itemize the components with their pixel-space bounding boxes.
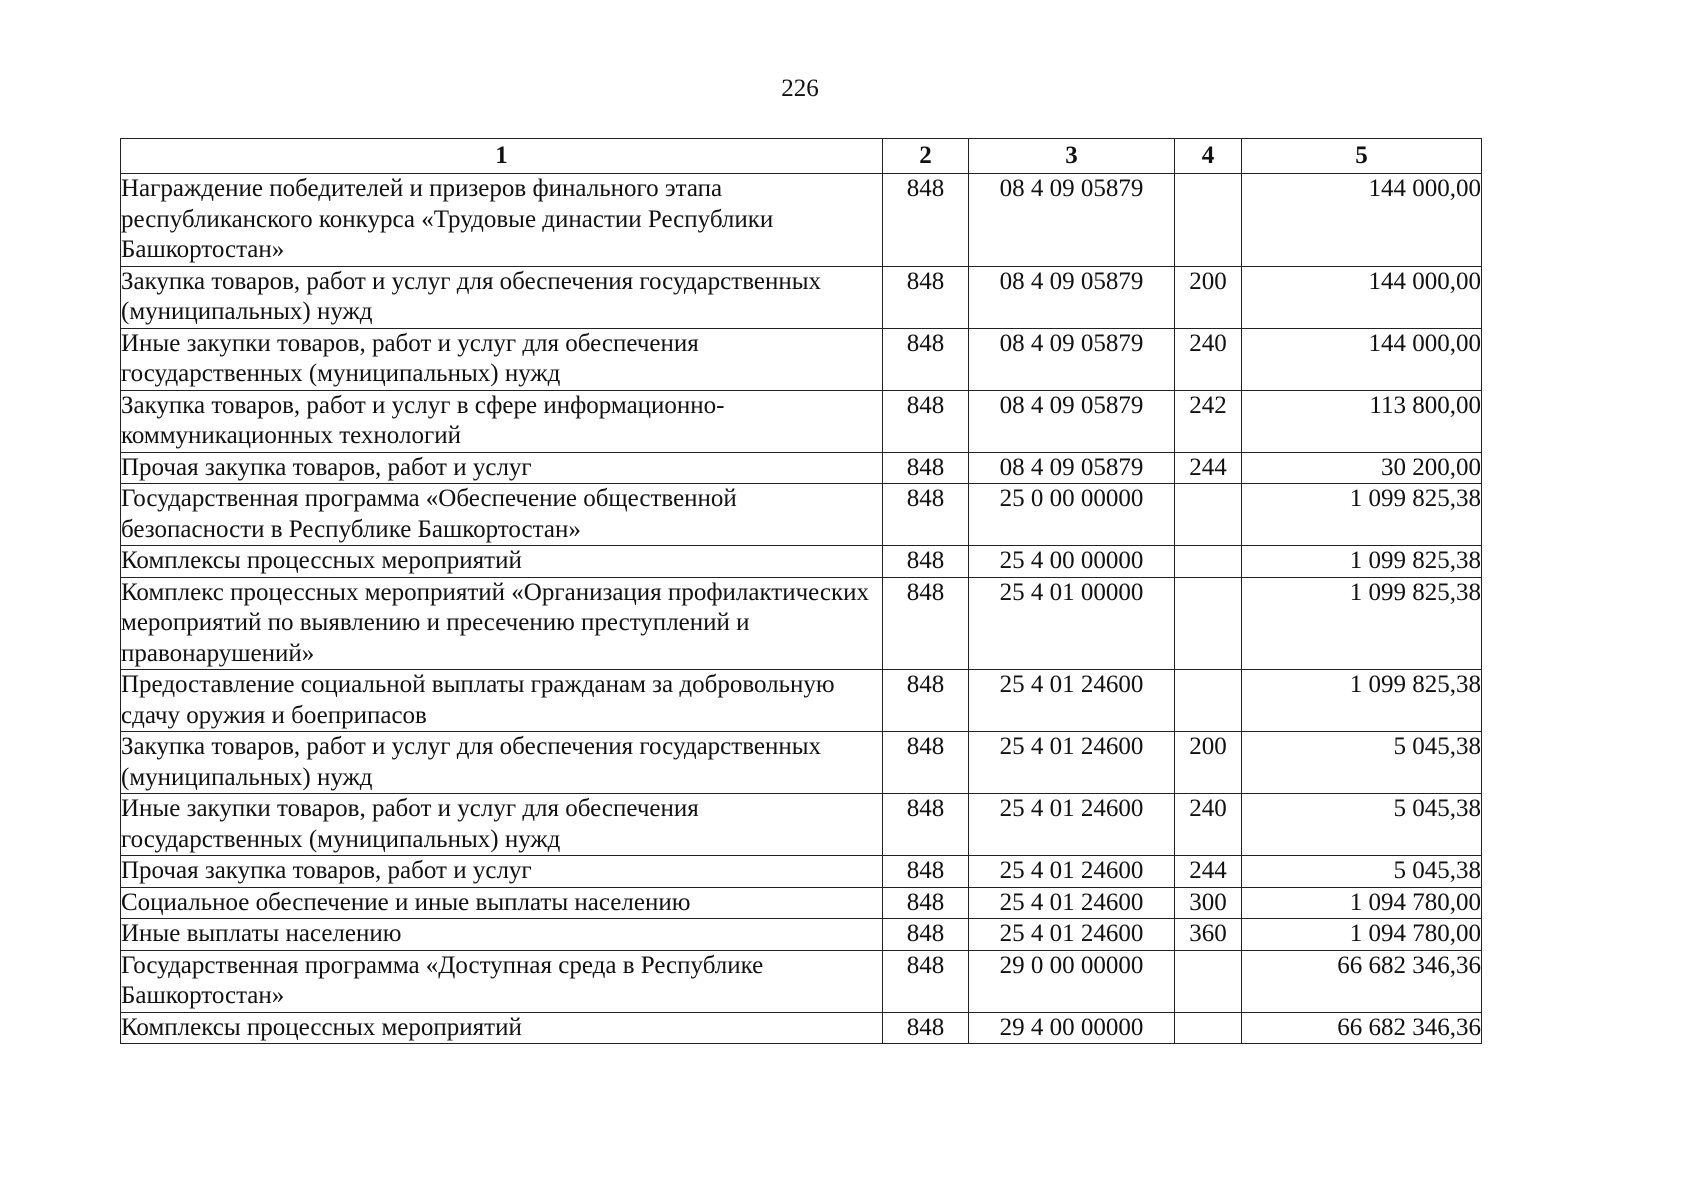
amount-cell: 1 099 825,38 [1242, 546, 1482, 578]
table-body [121, 174, 1482, 1044]
amount-cell: 1 099 825,38 [1242, 670, 1482, 732]
target-article-code-cell: 25 0 00 00000 [969, 484, 1175, 546]
department-code-cell: 848 [883, 266, 969, 328]
target-article-code-cell: 08 4 09 05879 [969, 328, 1175, 390]
department-code-cell: 848 [883, 919, 969, 951]
table-row [121, 794, 1482, 856]
budget-table [120, 138, 1482, 1044]
column-header-4: 4 [1175, 139, 1242, 174]
column-header-1: 1 [121, 139, 883, 174]
table-row [121, 546, 1482, 578]
table-row [121, 452, 1482, 484]
target-article-code-cell: 08 4 09 05879 [969, 452, 1175, 484]
table-row [121, 887, 1482, 919]
table-row [121, 577, 1482, 670]
row-name-cell: Иные закупки товаров, работ и услуг для обеспечения государственных (муниципальных) нужд [121, 328, 883, 390]
table-row [121, 732, 1482, 794]
target-article-code-cell: 08 4 09 05879 [969, 174, 1175, 267]
amount-cell: 5 045,38 [1242, 794, 1482, 856]
amount-cell: 5 045,38 [1242, 856, 1482, 888]
row-name-cell: Государственная программа «Доступная среда в Республике Башкортостан» [121, 950, 883, 1012]
table-header-row [121, 139, 1482, 174]
expense-type-code-cell [1175, 670, 1242, 732]
column-header-2: 2 [883, 139, 969, 174]
row-name-cell: Закупка товаров, работ и услуг в сфере информационно-коммуникационных технологий [121, 390, 883, 452]
target-article-code-cell: 25 4 01 24600 [969, 887, 1175, 919]
table-row [121, 266, 1482, 328]
table-row [121, 856, 1482, 888]
target-article-code-cell: 29 4 00 00000 [969, 1012, 1175, 1044]
expense-type-code-cell [1175, 1012, 1242, 1044]
table-row [121, 328, 1482, 390]
department-code-cell: 848 [883, 484, 969, 546]
column-header-5: 5 [1242, 139, 1482, 174]
row-name-cell: Награждение победителей и призеров финального этапа республиканского конкурса «Трудовые династии Республики Башкортостан» [121, 174, 883, 267]
department-code-cell: 848 [883, 794, 969, 856]
department-code-cell: 848 [883, 1012, 969, 1044]
target-article-code-cell: 25 4 00 00000 [969, 546, 1175, 578]
department-code-cell: 848 [883, 452, 969, 484]
table-row [121, 919, 1482, 951]
amount-cell: 144 000,00 [1242, 328, 1482, 390]
department-code-cell: 848 [883, 732, 969, 794]
page-number: 226 [781, 75, 819, 102]
table-row [121, 174, 1482, 267]
row-name-cell: Комплекс процессных мероприятий «Организация профилактических мероприятий по выявлению и пресечению преступлений и правонарушений» [121, 577, 883, 670]
target-article-code-cell: 25 4 01 00000 [969, 577, 1175, 670]
department-code-cell: 848 [883, 328, 969, 390]
department-code-cell: 848 [883, 390, 969, 452]
row-name-cell: Иные закупки товаров, работ и услуг для обеспечения государственных (муниципальных) нужд [121, 794, 883, 856]
expense-type-code-cell: 200 [1175, 732, 1242, 794]
department-code-cell: 848 [883, 887, 969, 919]
table-row [121, 1012, 1482, 1044]
target-article-code-cell: 25 4 01 24600 [969, 856, 1175, 888]
expense-type-code-cell: 242 [1175, 390, 1242, 452]
expense-type-code-cell: 244 [1175, 452, 1242, 484]
target-article-code-cell: 29 0 00 00000 [969, 950, 1175, 1012]
row-name-cell: Прочая закупка товаров, работ и услуг [121, 856, 883, 888]
expense-type-code-cell [1175, 577, 1242, 670]
expense-type-code-cell: 244 [1175, 856, 1242, 888]
row-name-cell: Закупка товаров, работ и услуг для обеспечения государственных (муниципальных) нужд [121, 266, 883, 328]
department-code-cell: 848 [883, 856, 969, 888]
amount-cell: 1 099 825,38 [1242, 577, 1482, 670]
amount-cell: 144 000,00 [1242, 174, 1482, 267]
column-header-3: 3 [969, 139, 1175, 174]
row-name-cell: Комплексы процессных мероприятий [121, 546, 883, 578]
department-code-cell: 848 [883, 546, 969, 578]
table-row [121, 484, 1482, 546]
table-row [121, 950, 1482, 1012]
amount-cell: 1 094 780,00 [1242, 919, 1482, 951]
expense-type-code-cell [1175, 950, 1242, 1012]
table-row [121, 670, 1482, 732]
expense-type-code-cell: 300 [1175, 887, 1242, 919]
expense-type-code-cell [1175, 174, 1242, 267]
amount-cell: 66 682 346,36 [1242, 1012, 1482, 1044]
amount-cell: 144 000,00 [1242, 266, 1482, 328]
row-name-cell: Предоставление социальной выплаты гражданам за добровольную сдачу оружия и боеприпасов [121, 670, 883, 732]
target-article-code-cell: 08 4 09 05879 [969, 266, 1175, 328]
amount-cell: 113 800,00 [1242, 390, 1482, 452]
expense-type-code-cell: 240 [1175, 328, 1242, 390]
row-name-cell: Комплексы процессных мероприятий [121, 1012, 883, 1044]
target-article-code-cell: 25 4 01 24600 [969, 919, 1175, 951]
department-code-cell: 848 [883, 670, 969, 732]
amount-cell: 1 099 825,38 [1242, 484, 1482, 546]
department-code-cell: 848 [883, 577, 969, 670]
department-code-cell: 848 [883, 174, 969, 267]
amount-cell: 5 045,38 [1242, 732, 1482, 794]
row-name-cell: Прочая закупка товаров, работ и услуг [121, 452, 883, 484]
amount-cell: 1 094 780,00 [1242, 887, 1482, 919]
expense-type-code-cell: 200 [1175, 266, 1242, 328]
expense-type-code-cell: 360 [1175, 919, 1242, 951]
table-row [121, 390, 1482, 452]
row-name-cell: Государственная программа «Обеспечение общественной безопасности в Республике Башкортостан» [121, 484, 883, 546]
department-code-cell: 848 [883, 950, 969, 1012]
expense-type-code-cell: 240 [1175, 794, 1242, 856]
target-article-code-cell: 08 4 09 05879 [969, 390, 1175, 452]
expense-type-code-cell [1175, 484, 1242, 546]
target-article-code-cell: 25 4 01 24600 [969, 732, 1175, 794]
target-article-code-cell: 25 4 01 24600 [969, 670, 1175, 732]
amount-cell: 66 682 346,36 [1242, 950, 1482, 1012]
target-article-code-cell: 25 4 01 24600 [969, 794, 1175, 856]
row-name-cell: Социальное обеспечение и иные выплаты населению [121, 887, 883, 919]
amount-cell: 30 200,00 [1242, 452, 1482, 484]
row-name-cell: Закупка товаров, работ и услуг для обеспечения государственных (муниципальных) нужд [121, 732, 883, 794]
row-name-cell: Иные выплаты населению [121, 919, 883, 951]
expense-type-code-cell [1175, 546, 1242, 578]
